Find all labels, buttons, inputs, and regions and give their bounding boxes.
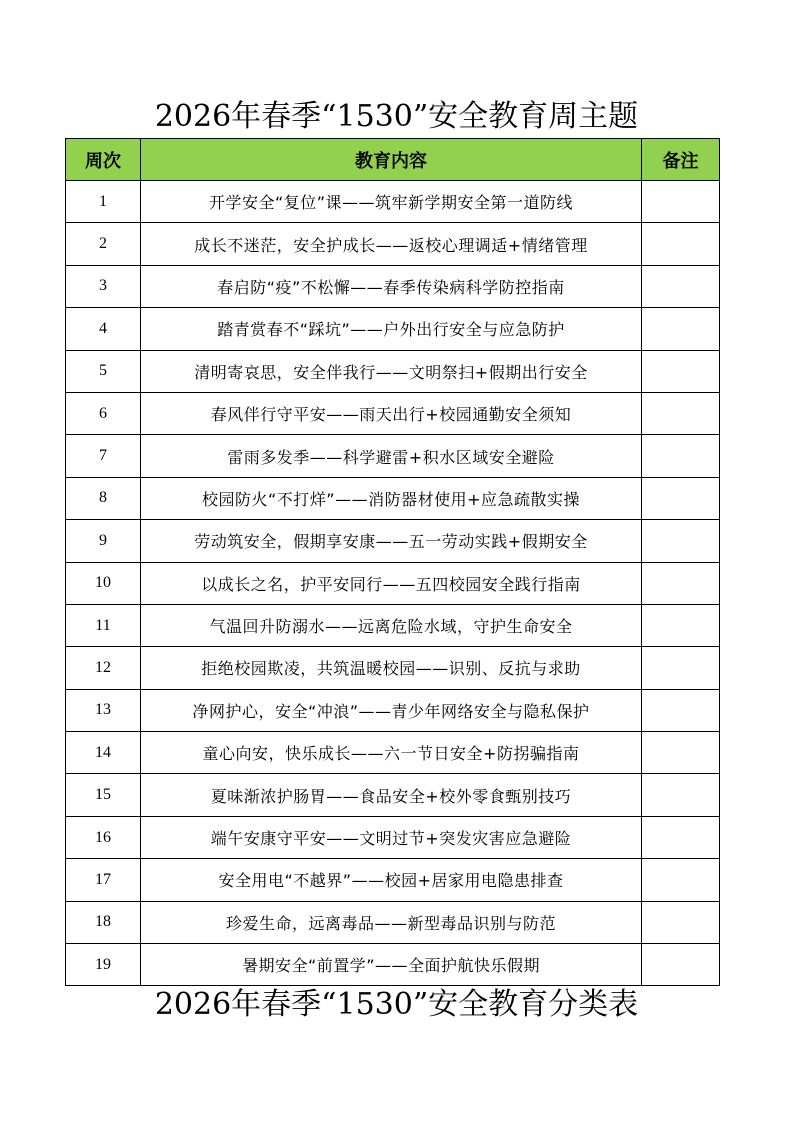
week-number-cell: 19 xyxy=(66,944,141,986)
week-number-cell: 7 xyxy=(66,435,141,477)
table-row xyxy=(66,477,720,519)
table-row xyxy=(66,562,720,604)
table-row xyxy=(66,265,720,307)
table-row xyxy=(66,859,720,901)
note-cell xyxy=(642,689,720,731)
education-content-cell: 清明寄哀思，安全伴我行——文明祭扫+假期出行安全 xyxy=(141,350,642,392)
week-number-cell: 13 xyxy=(66,689,141,731)
header-note: 备注 xyxy=(642,139,720,181)
note-cell xyxy=(642,350,720,392)
table-row xyxy=(66,308,720,350)
education-content-cell: 春风伴行守平安——雨天出行+校园通勤安全须知 xyxy=(141,392,642,434)
week-number-cell: 17 xyxy=(66,859,141,901)
week-number-cell: 18 xyxy=(66,901,141,943)
week-number-cell: 3 xyxy=(66,265,141,307)
note-cell xyxy=(642,562,720,604)
note-cell xyxy=(642,732,720,774)
page-title: 2026年春季“1530”安全教育周主题 xyxy=(154,99,639,134)
table-row xyxy=(66,647,720,689)
table-row xyxy=(66,604,720,646)
table-row xyxy=(66,350,720,392)
week-number-cell: 14 xyxy=(66,732,141,774)
education-content-cell: 以成长之名，护平安同行——五四校园安全践行指南 xyxy=(141,562,642,604)
note-cell xyxy=(642,181,720,223)
header-content: 教育内容 xyxy=(141,139,642,181)
week-number-cell: 1 xyxy=(66,181,141,223)
education-content-cell: 童心向安，快乐成长——六一节日安全+防拐骗指南 xyxy=(141,732,642,774)
week-number-cell: 9 xyxy=(66,520,141,562)
week-number-cell: 16 xyxy=(66,816,141,858)
table-row xyxy=(66,435,720,477)
education-content-cell: 暑期安全“前置学”——全面护航快乐假期 xyxy=(141,944,642,986)
week-number-cell: 8 xyxy=(66,477,141,519)
note-cell xyxy=(642,647,720,689)
note-cell xyxy=(642,223,720,265)
education-content-cell: 气温回升防溺水——远离危险水域，守护生命安全 xyxy=(141,604,642,646)
education-content-cell: 校园防火“不打烊”——消防器材使用+应急疏散实操 xyxy=(141,477,642,519)
week-number-cell: 12 xyxy=(66,647,141,689)
note-cell xyxy=(642,477,720,519)
table-row xyxy=(66,223,720,265)
table-row xyxy=(66,901,720,943)
note-cell xyxy=(642,859,720,901)
education-content-cell: 踏青赏春不“踩坑”——户外出行安全与应急防护 xyxy=(141,308,642,350)
table-row xyxy=(66,520,720,562)
education-content-cell: 劳动筑安全，假期享安康——五一劳动实践+假期安全 xyxy=(141,520,642,562)
table-row xyxy=(66,181,720,223)
education-content-cell: 夏味渐浓护肠胃——食品安全+校外零食甄别技巧 xyxy=(141,774,642,816)
table-row xyxy=(66,689,720,731)
note-cell xyxy=(642,520,720,562)
note-cell xyxy=(642,435,720,477)
note-cell xyxy=(642,392,720,434)
note-cell xyxy=(642,604,720,646)
note-cell xyxy=(642,944,720,986)
week-number-cell: 5 xyxy=(66,350,141,392)
header-week: 周次 xyxy=(66,139,141,181)
week-number-cell: 6 xyxy=(66,392,141,434)
education-content-cell: 安全用电“不越界”——校园+居家用电隐患排查 xyxy=(141,859,642,901)
education-content-cell: 端午安康守平安——文明过节+突发灾害应急避险 xyxy=(141,816,642,858)
education-content-cell: 开学安全“复位”课——筑牢新学期安全第一道防线 xyxy=(141,181,642,223)
education-content-cell: 珍爱生命，远离毒品——新型毒品识别与防范 xyxy=(141,901,642,943)
week-number-cell: 15 xyxy=(66,774,141,816)
note-cell xyxy=(642,308,720,350)
note-cell xyxy=(642,816,720,858)
note-cell xyxy=(642,774,720,816)
week-number-cell: 11 xyxy=(66,604,141,646)
section-title-classification: 2026年春季“1530”安全教育分类表 xyxy=(154,987,639,1022)
education-content-cell: 成长不迷茫，安全护成长——返校心理调适+情绪管理 xyxy=(141,223,642,265)
week-number-cell: 2 xyxy=(66,223,141,265)
weekly-theme-table xyxy=(65,138,720,986)
note-cell xyxy=(642,265,720,307)
table-row xyxy=(66,944,720,986)
education-content-cell: 拒绝校园欺凌，共筑温暖校园——识别、反抗与求助 xyxy=(141,647,642,689)
table-row xyxy=(66,732,720,774)
education-content-cell: 净网护心，安全“冲浪”——青少年网络安全与隐私保护 xyxy=(141,689,642,731)
table-row xyxy=(66,774,720,816)
education-content-cell: 春启防“疫”不松懈——春季传染病科学防控指南 xyxy=(141,265,642,307)
table-body xyxy=(66,181,720,986)
week-number-cell: 10 xyxy=(66,562,141,604)
note-cell xyxy=(642,901,720,943)
table-header-row xyxy=(66,139,720,181)
week-number-cell: 4 xyxy=(66,308,141,350)
table-row xyxy=(66,816,720,858)
table-row xyxy=(66,392,720,434)
education-content-cell: 雷雨多发季——科学避雷+积水区域安全避险 xyxy=(141,435,642,477)
